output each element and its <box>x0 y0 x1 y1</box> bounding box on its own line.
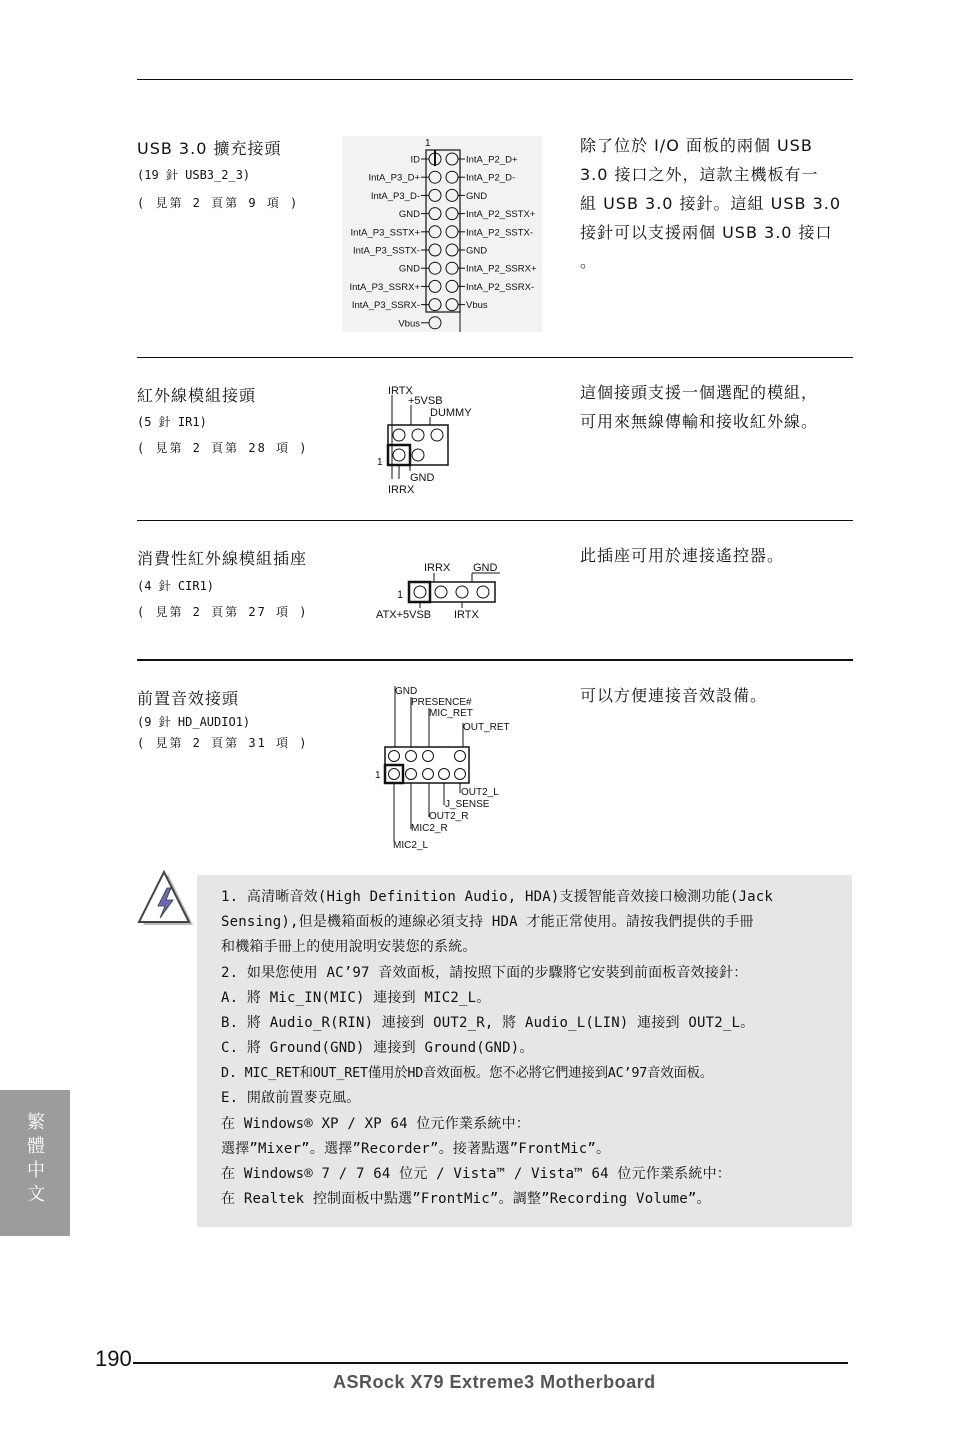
desc-line: 這個接頭支援一個選配的模組， <box>580 383 819 402</box>
usb3-right-label: IntA_P2_SSRX- <box>466 281 535 293</box>
note-line: 選擇”Mixer”。選擇”Recorder”。接著點選”FrontMic”。 <box>221 1141 611 1157</box>
usb3-header-diagram <box>342 136 542 332</box>
desc-line: 可用來無線傳輸和接收紅外線。 <box>580 412 819 431</box>
note-line: Sensing),但是機箱面板的連線必須支持 HDA 才能正常使用。請按我們提供的手冊 <box>221 914 754 930</box>
cir-header-title: 消費性紅外線模組插座 <box>137 549 308 568</box>
usb3-header-title: USB 3.0 擴充接頭 <box>137 139 282 158</box>
audio-label-mic2r: MIC2_R <box>411 823 448 834</box>
audio-header-ref: ( 見第 2 頁第 31 項 ) <box>137 736 309 750</box>
cir-header-diagram <box>372 558 512 628</box>
audio-label-presence: PRESENCE# <box>411 697 472 708</box>
ir-header-pins: (5 針 IR1) <box>137 415 207 429</box>
ir-label-dummy: DUMMY <box>430 407 472 419</box>
note-line: C. 將 Ground(GND) 連接到 Ground(GND)。 <box>221 1040 534 1056</box>
note-line: B. 將 Audio_R(RIN) 連接到 OUT2_R, 將 Audio_L(LIN) 連接到 OUT2_L。 <box>221 1015 755 1031</box>
ir-header-desc <box>580 378 818 436</box>
audio-label-gnd: GND <box>395 686 418 697</box>
audio-pin <box>406 769 417 780</box>
language-side-tab-label: 繁體中文 <box>24 1112 45 1208</box>
audio-pin <box>423 751 434 762</box>
audio-label-mic2l: MIC2_L <box>393 840 429 851</box>
usb3-header-ref: ( 見第 2 頁第 9 項 ) <box>137 196 300 210</box>
cir-label-atx5vsb: ATX+5VSB <box>376 609 432 621</box>
audio-label-out2l: OUT2_L <box>461 787 499 798</box>
cir-header-desc <box>580 541 784 570</box>
audio-header-diagram <box>373 683 513 853</box>
note-line: A. 將 Mic_IN(MIC) 連接到 MIC2_L。 <box>221 990 491 1006</box>
note-line: 在 Windows® 7 / 7 64 位元 / Vista™ / Vista™ 64 位元作業系統中： <box>221 1166 731 1182</box>
audio-pin <box>389 751 400 762</box>
usb3-right-label: IntA_P2_D- <box>466 172 516 184</box>
note-line: 2. 如果您使用 AC’97 音效面板，請按照下面的步驟將它安裝到前面板音效接針： <box>221 965 748 981</box>
audio-pin <box>389 769 400 780</box>
desc-line: 此插座可用於連接遙控器。 <box>580 546 785 565</box>
desc-line: 可以方便連接音效設備。 <box>580 686 768 705</box>
usb3-left-label: Vbus <box>398 318 420 330</box>
ir-header-ref: ( 見第 2 頁第 28 項 ) <box>137 441 309 455</box>
footer-rule <box>133 1362 848 1364</box>
usb3-right-label: IntA_P2_SSRX+ <box>466 263 537 275</box>
section-divider <box>137 357 853 358</box>
ir-label-irtx: IRTX <box>388 385 413 397</box>
warning-icon <box>136 870 196 930</box>
cir-label-irtx: IRTX <box>454 609 479 621</box>
usb3-left-label: IntA_P3_SSRX+ <box>349 281 420 293</box>
top-rule <box>137 79 853 80</box>
usb3-left-label: GND <box>398 263 420 275</box>
footer-title: ASRock X79 Extreme3 Motherboard <box>333 1372 656 1392</box>
note-line: 和機箱手冊上的使用說明安裝您的系統。 <box>221 939 477 955</box>
usb3-right-label: IntA_P2_D+ <box>466 154 518 166</box>
usb3-header-desc <box>580 131 841 276</box>
usb3-left-label: IntA_P3_SSTX+ <box>350 227 420 239</box>
desc-line: 接針可以支援兩個 USB 3.0 接口 <box>580 223 833 242</box>
note-line: 在 Windows® XP / XP 64 位元作業系統中： <box>221 1116 531 1132</box>
cir-label-gnd: GND <box>473 562 498 574</box>
usb3-pin1-label: 1 <box>425 138 431 149</box>
note-line: D. MIC_RET和OUT_RET僅用於HD音效面板。您不必將它們連接到AC’97音效面板。 <box>221 1066 714 1081</box>
audio-label-outret: OUT_RET <box>463 722 510 733</box>
desc-line: 除了位於 I/O 面板的兩個 USB <box>580 136 813 155</box>
usb3-left-label: IntA_P3_SSTX- <box>352 245 420 257</box>
desc-line: 組 USB 3.0 接針。這組 USB 3.0 <box>580 194 842 213</box>
page-number: 190 <box>95 1346 132 1371</box>
usb3-left-label: ID <box>410 154 420 166</box>
audio-pin <box>455 751 466 762</box>
audio-header-pins: (9 針 HD_AUDIO1) <box>137 715 251 729</box>
audio-pin <box>423 769 434 780</box>
notes-box <box>197 875 852 1227</box>
ir-label-gnd: GND <box>410 472 435 484</box>
cir-label-irrx: IRRX <box>424 562 451 574</box>
usb3-left-label: IntA_P3_D+ <box>368 172 420 184</box>
section-divider <box>137 659 853 661</box>
section-divider <box>137 520 853 521</box>
usb3-header-pins: (19 針 USB3_2_3) <box>137 168 251 182</box>
audio-label-micret: MIC_RET <box>429 708 473 719</box>
usb3-left-label: GND <box>398 209 420 221</box>
audio-header-title: 前置音效接頭 <box>137 689 240 708</box>
usb3-right-label: Vbus <box>466 300 488 312</box>
language-side-tab <box>0 1090 70 1236</box>
ir-header-diagram <box>372 383 482 498</box>
audio-label-out2r: OUT2_R <box>429 811 469 822</box>
desc-line: 。 <box>580 252 598 271</box>
ir-header-title: 紅外線模組接頭 <box>137 386 257 405</box>
usb3-right-label: IntA_P2_SSTX- <box>466 227 534 239</box>
audio-pin <box>406 751 417 762</box>
usb3-left-label: IntA_P3_D- <box>370 190 420 202</box>
ir-label-irrx: IRRX <box>388 484 415 496</box>
usb3-right-label: GND <box>466 190 488 202</box>
audio-pin1-label: 1 <box>375 770 381 781</box>
cir-header-pins: (4 針 CIR1) <box>137 579 215 593</box>
usb3-left-label: IntA_P3_SSRX- <box>351 300 420 312</box>
audio-pin <box>455 769 466 780</box>
ir-label-5vsb: +5VSB <box>408 395 443 407</box>
note-line: 在 Realtek 控制面板中點選”FrontMic”。調整”Recording Volume”。 <box>221 1191 711 1207</box>
note-line: E. 開啟前置麥克風。 <box>221 1090 361 1106</box>
cir-pin1-label: 1 <box>397 589 404 601</box>
desc-line: 3.0 接口之外，這款主機板有一 <box>580 165 819 184</box>
audio-header-desc <box>580 681 767 710</box>
audio-pin <box>439 769 450 780</box>
note-line: 1. 高清晰音效(High Definition Audio, HDA)支援智能音效接口檢測功能(Jack <box>221 889 774 905</box>
ir-pin1-label: 1 <box>377 457 383 468</box>
audio-label-jsense: J_SENSE <box>445 799 490 810</box>
cir-header-ref: ( 見第 2 頁第 27 項 ) <box>137 605 309 619</box>
usb3-right-label: GND <box>466 245 488 257</box>
usb3-right-label: IntA_P2_SSTX+ <box>466 209 536 221</box>
